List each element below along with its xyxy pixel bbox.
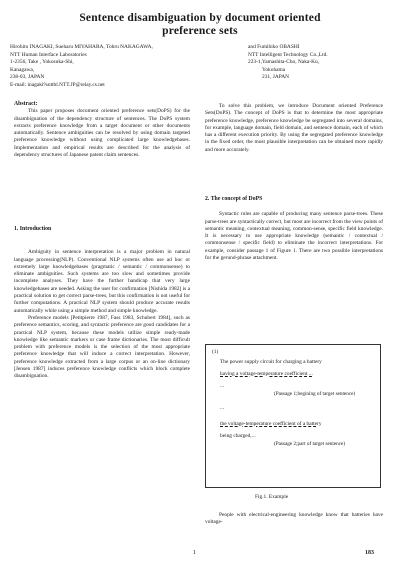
figure-1-box [205, 344, 381, 488]
author-line: Kanagawa, [10, 66, 35, 73]
author-affiliation-right [248, 44, 398, 82]
author-line: 1-2356, Take , Yokosuka-Shi, [10, 59, 74, 66]
figure-passage-2-label: (Passage 2;part of target sentence) [274, 441, 346, 447]
author-line: 238-03, JAPAN [10, 74, 45, 81]
author-line: and Fumihiko OBASHI [248, 44, 300, 50]
concept-paragraph-2-block [205, 512, 383, 527]
author-email: E-mail: inagaki%nttbl.NTT.JP@relay.cs.net [10, 81, 105, 88]
introduction-paragraph-2: Preference models [Petitpierre 1987, Fass 1983, Schubert 1984], such as preference semantics, scoring, and syntactic preference are good candidates for a practical NLP system, because these models utilize simple ready-made knowledge like semantic markers or case frame dictionaries. The most difficult problem with preference models is the selection of the most appropriate preference knowledge that will induce a correct interpretation. However, preference knowledge extracted from a large corpus or an on-line dictionary [Jensen 1987] induces preference knowledge conflicts which block complete disambiguation. [14, 314, 190, 380]
author-line: 223-1,Yamashita-Cho, Naka-Ku, [248, 59, 320, 66]
concept-paragraph-1: Syntactic rules are capable of producing many sentence parse-trees. These parse-trees are syntactically correct, but most are incorrect from the view points of semantic meaning, contextual meaning, common-sense, specific field knowledge. It is necessary to use appropriate knowledge (semantic / contextual / commonsense / specific field) to eliminate the incorrect interpretations. For example, consider passage 1 of Figure 1. There are two possible interpretations for the gerund-phrase attachment. [205, 211, 383, 262]
page-number: 183 [365, 550, 374, 556]
figure-sentence-b1: the voltage-temperature coefficient of a battery [220, 421, 322, 427]
figure-dots-1: ... [220, 383, 225, 389]
abstract-text: This paper proposes document oriented preference sets(DoPS) for the disambiguation of the dependency structure of sentences. The DoPS system extracts preference knowledge from a target document or other documents automatically. Sentence ambiguities can be resolved by using domain targeted preference knowledge without using complicated large knowledgebases. Implementation and empirical results are described for the analysis of dependency structures of Japanese patent claim sentences. [14, 108, 190, 159]
introduction-heading: 1. Introduction [14, 226, 52, 232]
paper-title [0, 12, 400, 38]
intro-continuation-paragraph: To solve this problem, we introduce Document oriented Preference Sets(DoPS). The concept of DoPS is that to determine the most appropriate preference knowledge, preference knowledge be segregated into several domains, for example, language domain, field domain, and sentence domain, each of which has a different execution priority. By using the segregated preference knowledge in the fixed order, the most plausible interpretation can be obtained more rapidly and more accurately. [205, 103, 383, 153]
figure-dots-2: ... [220, 405, 225, 411]
author-line: NTT Intelligent Technology Co.,Ltd. [248, 51, 328, 58]
figure-sentence-b2: being charged,... [220, 433, 256, 439]
figure-label: (1) [212, 349, 219, 355]
abstract-section [14, 101, 190, 159]
figure-sentence-b1-wrap [220, 421, 322, 427]
figure-passage-1-label: (Passage 1;begining of target sentence) [274, 391, 356, 397]
abstract-heading: Abstract: [14, 101, 38, 107]
figure-caption: Fig.1. Example [255, 494, 289, 500]
introduction-section [14, 226, 190, 381]
concept-paragraph-2: People with electrical-engineering knowledge know that batteries have voltage- [205, 512, 383, 526]
figure-sentence-a2-wrap [220, 371, 313, 377]
author-line: Yokohama [262, 66, 286, 73]
author-line: 231, JAPAN [262, 74, 290, 81]
concept-section [205, 196, 383, 262]
author-line: NTT Human Interface Laboratories [10, 51, 87, 58]
author-affiliation-left [10, 44, 230, 90]
column-number: 1 [193, 550, 196, 556]
title-line-1: Sentence disambiguation by document oriented [79, 12, 321, 24]
figure-sentence-a2: having a voltage-temperature coefficient ... [220, 371, 313, 377]
right-column-intro [205, 103, 383, 154]
concept-heading: 2. The concept of DoPS [205, 196, 263, 202]
title-line-2: preference sets [162, 25, 238, 37]
figure-sentence-a1: The power supply circuit for charging a battery [220, 359, 322, 365]
author-line: Hirohito INAGAKI, Sueharu MIYAHARA, Tohru NAKAGAWA, [10, 44, 153, 50]
introduction-paragraph-1: Ambiguity in sentence interpretation is a major problem in natural language processing(NLP). Conventional NLP systems often use ad hoc or extremely large knowledgebases (pragmatic / semantic / commonsense) to eliminate ambiguities. Such systems are too slow and sometimes provide incomplete analyses. They have the further handicap that very large knowledgebases are needed. Asking the user for confirmation [Nishida 1982] is a practical solution to get correct parse-trees, but this confirmation is not useful for further computations. A practical NLP system should produce accurate results automatically while using a simple method and simple knowledge. [14, 249, 190, 314]
